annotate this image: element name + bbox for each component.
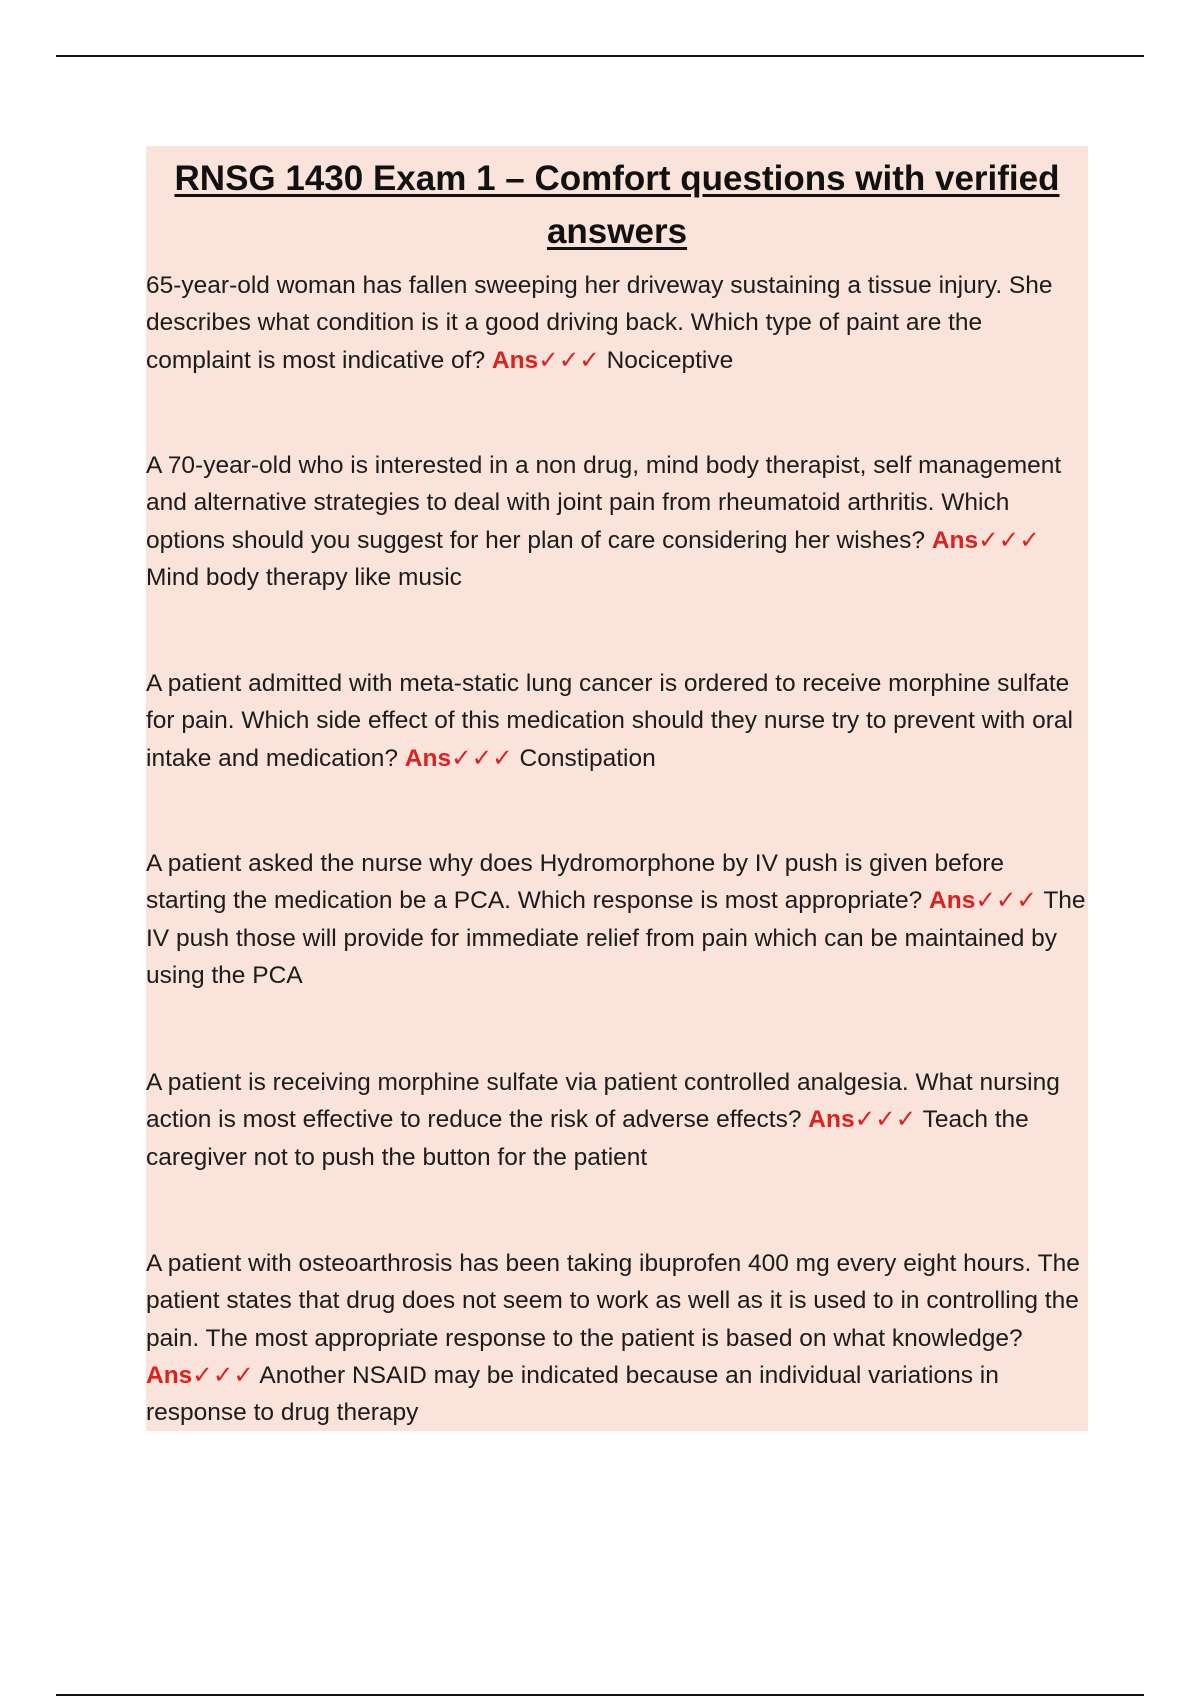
- check-icon: ✓✓✓: [854, 1106, 917, 1134]
- question-item: [146, 447, 1086, 596]
- answer-marker: Ans: [146, 1361, 193, 1389]
- answer-text: Constipation: [519, 744, 656, 772]
- question-item: [146, 267, 1086, 379]
- answer-marker: Ans: [491, 346, 539, 374]
- answer-marker: Ans: [808, 1106, 855, 1134]
- header-rule: [56, 55, 1144, 57]
- answer-text: Teach the caregiver not to push the button for the patient: [146, 1106, 1029, 1171]
- question-text: A patient is receiving morphine sulfate via patient controlled analgesia. What nursing action is most effective to reduce the risk of adverse effects?: [146, 1069, 1060, 1134]
- check-icon: ✓✓✓: [538, 346, 600, 374]
- check-icon: ✓✓✓: [451, 744, 513, 772]
- question-item: [146, 845, 1086, 994]
- question-text: A patient asked the nurse why does Hydromorphone by IV push is given before starting the medication be a PCA. Which response is most appropriate?: [146, 850, 1005, 915]
- answer-marker: Ans: [929, 887, 976, 915]
- question-item: [146, 1064, 1086, 1176]
- answer-text: The IV push those will provide for immediate relief from pain which can be maintained by using the PCA: [146, 887, 1086, 989]
- check-icon: ✓✓✓: [978, 526, 1040, 554]
- document-title: RNSG 1430 Exam 1 – Comfort questions with verified answers: [174, 159, 1060, 251]
- answer-marker: Ans: [931, 526, 979, 554]
- answer-marker: Ans: [404, 744, 452, 772]
- answer-text: Nociceptive: [606, 346, 734, 374]
- answer-text: Another NSAID may be indicated because an individual variations in response to drug therapy: [146, 1361, 999, 1427]
- document-body: [146, 146, 1088, 1431]
- footer-rule: [56, 1694, 1144, 1696]
- answer-text: Mind body therapy like music: [146, 563, 462, 591]
- question-text: 65-year-old woman has fallen sweeping her driveway sustaining a tissue injury. She describes what condition is it a good driving back. Which type of paint are the complaint is most indicative of?: [146, 272, 1053, 374]
- question-text: A patient admitted with meta-static lung cancer is ordered to receive morphine sulfate for pain. Which side effect of this medication should they nurse try to prevent with oral intake and medication?: [146, 670, 1073, 772]
- check-icon: ✓✓✓: [975, 887, 1037, 915]
- question-text: A 70-year-old who is interested in a non drug, mind body therapist, self management and alternative strategies to deal with joint pain from rheumatoid arthritis. Which options should you suggest for her plan of care considering her wishes?: [146, 452, 1062, 554]
- question-text: A patient with osteoarthrosis has been taking ibuprofen 400 mg every eight hours. The patient states that drug does not seem to work as well as it is used to in controlling the pain. The most appropriate response to the patient is based on what knowledge?: [146, 1250, 1080, 1352]
- question-item: [146, 1245, 1086, 1431]
- question-item: [146, 665, 1086, 777]
- check-icon: ✓✓✓: [192, 1361, 254, 1389]
